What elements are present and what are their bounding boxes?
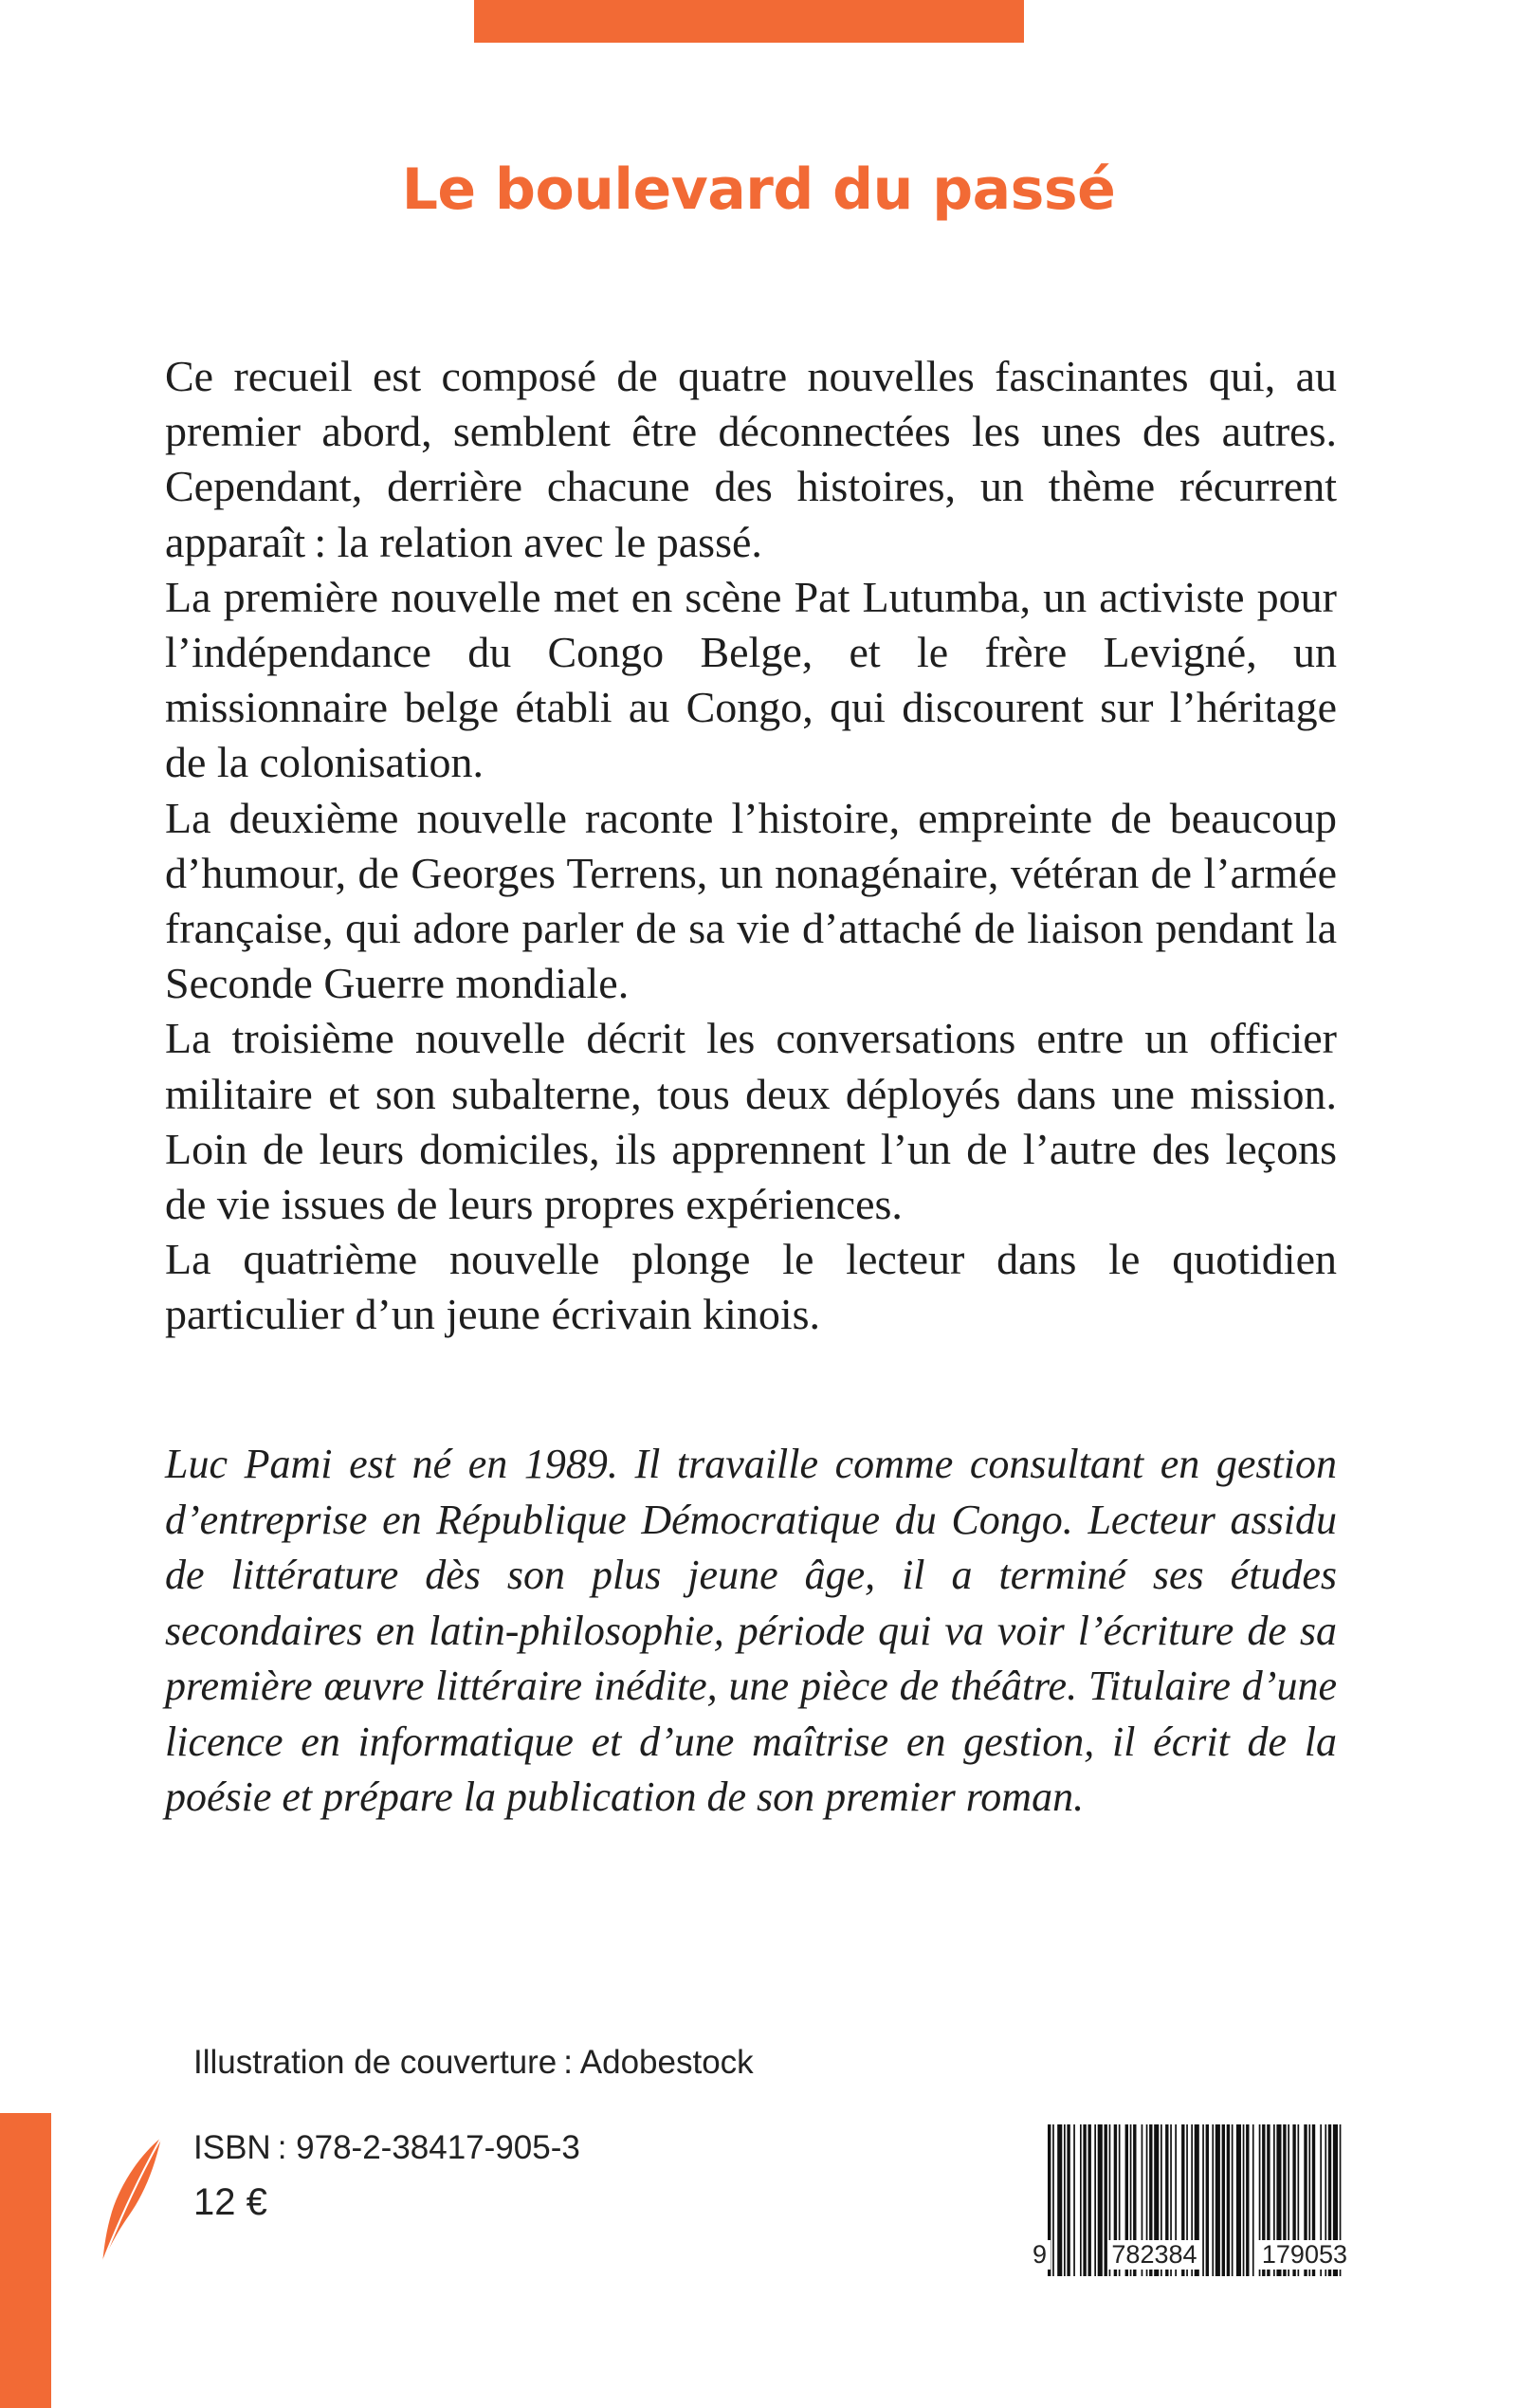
- summary-paragraph: La quatrième nouvelle plonge le lecteur dans le quotidien particulier d’un jeune écrivain kinois.: [165, 1235, 1337, 1339]
- left-accent-band: [0, 2113, 51, 2408]
- back-cover-summary: [165, 349, 1337, 1343]
- book-title: Le boulevard du passé: [401, 156, 1116, 223]
- barcode-digit-group: 179053: [1258, 2240, 1351, 2270]
- summary-paragraph: Ce recueil est composé de quatre nouvelles fascinantes qui, au premier abord, semblent être déconnectées les unes des autres. Cependant, derrière chacune des histoires, un thème récurrent apparaît : la relation avec le passé.: [165, 352, 1337, 566]
- summary-paragraph: La première nouvelle met en scène Pat Lutumba, un activiste pour l’indépendance du Congo Belge, et le frère Levigné, un missionnaire belge établi au Congo, qui discourent sur l’héritage de la colonisation.: [165, 572, 1337, 787]
- author-bio: Luc Pami est né en 1989. Il travaille comme consultant en gestion d’entreprise en République Démocratique du Congo. Lecteur assidu de littérature dès son plus jeune âge, il a terminé ses études secondaires en latin-philosophie, période qui va voir l’écriture de sa première œuvre littéraire inédite, une pièce de théâtre. Titulaire d’une licence en informatique et d’une maîtrise en gestion, il écrit de la poésie et prépare la publication de son premier roman.: [165, 1441, 1337, 1820]
- barcode-digit-group: 9: [1029, 2240, 1051, 2270]
- barcode-digit-group: 782384: [1107, 2240, 1200, 2270]
- top-accent-band: [474, 0, 1024, 43]
- isbn: ISBN : 978-2-38417-905-3: [193, 2129, 580, 2166]
- feather-icon: [95, 2134, 180, 2267]
- summary-paragraph: La troisième nouvelle décrit les conversations entre un officier militaire et son subalterne, tous deux déployés dans une mission. Loin de leurs domiciles, ils apprennent l’un de l’autre des leçons de vie issues de leurs propres expériences.: [165, 1014, 1337, 1229]
- barcode-digits: [1029, 2240, 1351, 2270]
- summary-paragraph: La deuxième nouvelle raconte l’histoire, empreinte de beaucoup d’humour, de Georges Terrens, un nonagénaire, vétéran de l’armée française, qui adore parler de sa vie d’attaché de liaison pendant la Seconde Guerre mondiale.: [165, 793, 1337, 1008]
- illustration-credit: Illustration de couverture : Adobestock: [193, 2044, 754, 2081]
- price: 12 €: [193, 2181, 267, 2223]
